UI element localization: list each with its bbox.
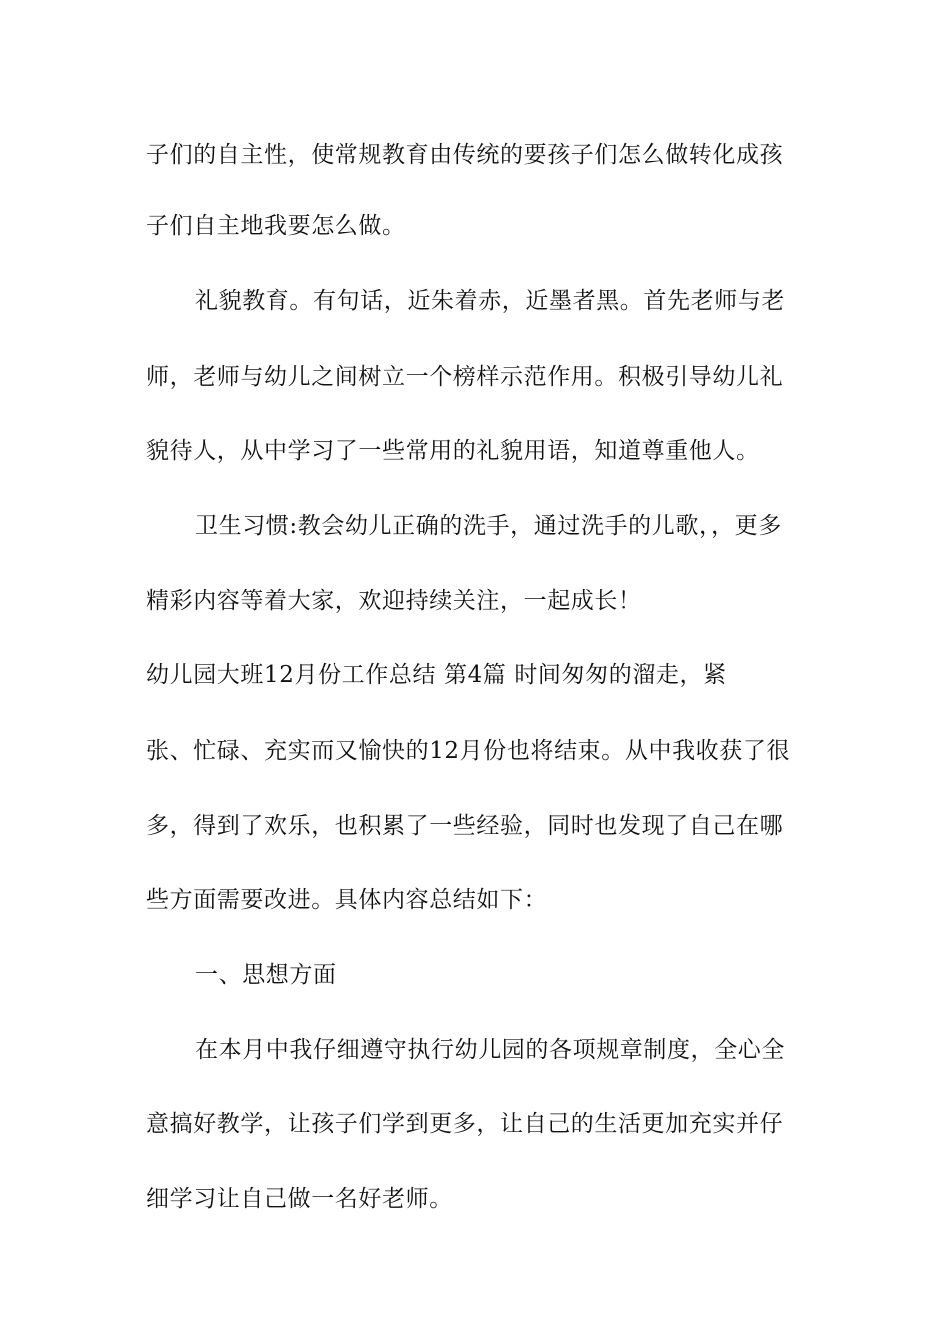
text-line: 师，老师与幼儿之间树立一个榜样示范作用。积极引导幼儿礼	[146, 364, 784, 390]
paragraph-start-line: 卫生习惯:教会幼儿正确的洗手，通过洗手的儿歌，，更多	[195, 513, 782, 539]
text-line: 意搞好教学，让孩子们学到更多，让自己的生活更加充实并仔	[146, 1111, 784, 1137]
text-line: 子们自主地我要怎么做。	[146, 213, 406, 239]
text-line: 些方面需要改进。具体内容总结如下：	[146, 887, 548, 913]
text-line: 细学习让自己做一名好老师。	[146, 1186, 453, 1212]
text-line: 多，得到了欢乐，也积累了一些经验，同时也发现了自己在哪	[146, 813, 784, 839]
text-line: 精彩内容等着大家，欢迎持续关注，一起成长！	[146, 588, 642, 614]
text-line: 张、忙碌、充实而又愉快的12月份也将结束。从中我收获了很	[146, 738, 791, 764]
paragraph-start-line: 礼貌教育。有句话，近朱着赤，近墨者黑。首先老师与老	[195, 288, 785, 314]
paragraph-start-line: 在本月中我仔细遵守执行幼儿园的各项规章制度，全心全	[195, 1037, 785, 1063]
text-line: 子们的自主性，使常规教育由传统的要孩子们怎么做转化成孩	[146, 142, 784, 168]
section-heading-line: 幼儿园大班12月份工作总结 第4篇 时间匆匆的溜走，紧	[146, 662, 727, 688]
subheading-line: 一、思想方面	[195, 962, 337, 988]
text-line: 貌待人，从中学习了一些常用的礼貌用语，知道尊重他人。	[146, 438, 760, 464]
